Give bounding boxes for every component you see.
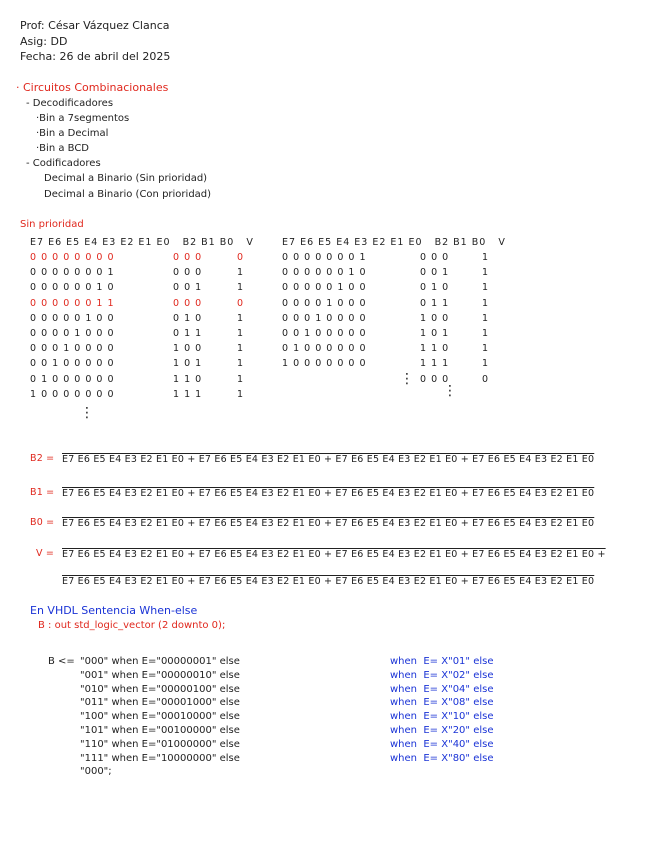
vhdl-code-line: "101" when E="00100000" else (80, 725, 240, 736)
equation-terms: E7 E6 E5 E4 E3 E2 E1 E0 + E7 E6 E5 E4 E3 E2 E1 E0 + E7 E6 E5 E4 E3 E2 E1 E0 + E7 E6 E5 E4 E3 E2 E1 E0 (62, 488, 595, 499)
table-cell-e: 0 0 0 0 0 0 1 0 (30, 282, 115, 294)
vhdl-code-line: "110" when E="01000000" else (80, 738, 240, 750)
outline-item: Decimal a Binario (Con prioridad) (44, 189, 212, 200)
outline-item: Decimal a Binario (Sin prioridad) (44, 173, 208, 184)
table-cell-v: 0 (482, 373, 490, 385)
table-cell-v: 1 (482, 267, 490, 279)
table-cell-e: 0 0 0 0 0 1 0 0 (30, 312, 115, 324)
outline-item: - Codificadores (26, 158, 101, 169)
vhdl-code-line: "111" when E="10000000" else (80, 752, 240, 764)
table-cell-b: 0 1 0 (173, 312, 203, 324)
vhdl-hex-line: when E= X"08" else (390, 697, 494, 709)
vhdl-hex-line: when E= X"02" else (390, 669, 494, 681)
table-cell-b: 0 1 1 (420, 297, 450, 309)
table-cell-b: 0 0 0 (173, 297, 203, 309)
table-cell-v: 0 (237, 297, 245, 309)
equation-terms: E7 E6 E5 E4 E3 E2 E1 E0 + E7 E6 E5 E4 E3 E2 E1 E0 + E7 E6 E5 E4 E3 E2 E1 E0 + E7 E6 E5 E4 E3 E2 E1 E0 (62, 454, 595, 465)
vhdl-hex-line: when E= X"40" else (390, 738, 494, 750)
table-cell-e: 1 0 0 0 0 0 0 0 (30, 388, 115, 400)
outline-item: ·Bin a 7segmentos (36, 113, 130, 124)
table-cell-e: ⋮ (400, 370, 414, 387)
vhdl-code-line: "000"; (80, 766, 112, 778)
table-cell-b: 0 0 0 (173, 267, 203, 279)
table-cell-v: 1 (237, 328, 245, 339)
table-right-ellipsis: ⋮ (443, 383, 457, 399)
table-cell-b: 1 1 1 (420, 358, 450, 370)
equation-label: B2 = (30, 453, 55, 464)
table-cell-e: 0 0 0 0 1 0 0 0 (30, 328, 115, 339)
vhdl-assign-prefix: B <= (48, 656, 75, 667)
table-cell-e: 0 0 1 0 0 0 0 0 (30, 358, 115, 370)
table-cell-b: 1 0 1 (173, 358, 203, 370)
table-right-header: E7 E6 E5 E4 E3 E2 E1 E0 B2 B1 B0 V (282, 237, 506, 248)
table-cell-e: 0 0 0 1 0 0 0 0 (30, 343, 115, 355)
table-cell-b: 0 0 0 (420, 373, 450, 385)
equation-terms: E7 E6 E5 E4 E3 E2 E1 E0 + E7 E6 E5 E4 E3 E2 E1 E0 + E7 E6 E5 E4 E3 E2 E1 E0 + E7 E6 E5 E4 E3 E2 E1 E0 + (62, 549, 606, 560)
prof-line: Prof: César Vázquez Clanca (20, 19, 170, 32)
table-cell-v: 1 (482, 282, 490, 294)
equation-label: B0 = (30, 517, 55, 528)
vhdl-hex-line: when E= X"10" else (390, 711, 494, 723)
table-cell-b: 0 0 0 (420, 252, 450, 263)
outline-item: - Decodificadores (26, 98, 114, 109)
table-cell-e: 0 0 1 0 0 0 0 0 (282, 328, 367, 339)
table-cell-v: 1 (237, 312, 245, 324)
table-cell-v: 1 (482, 358, 490, 370)
equation-label: B1 = (30, 487, 55, 498)
outline-item: ·Bin a Decimal (36, 128, 109, 139)
table-cell-v: 1 (237, 282, 245, 294)
table-left-header: E7 E6 E5 E4 E3 E2 E1 E0 B2 B1 B0 V (30, 237, 254, 248)
equation-terms: E7 E6 E5 E4 E3 E2 E1 E0 + E7 E6 E5 E4 E3 E2 E1 E0 + E7 E6 E5 E4 E3 E2 E1 E0 + E7 E6 E5 E4 E3 E2 E1 E0 (62, 576, 595, 587)
table-cell-e: 0 0 0 1 0 0 0 0 (282, 312, 367, 324)
vhdl-code-line: "001" when E="00000010" else (80, 669, 240, 681)
table-cell-v: 1 (237, 388, 245, 400)
vhdl-code-line: "011" when E="00001000" else (80, 697, 240, 709)
vhdl-code-line: "100" when E="00010000" else (80, 711, 240, 723)
table-cell-b: 1 1 0 (420, 343, 450, 355)
table-cell-b: 0 1 0 (420, 282, 450, 294)
table-cell-e: 0 0 0 0 1 0 0 0 (282, 297, 367, 309)
table-left-ellipsis: ⋮ (80, 405, 94, 421)
table-cell-b: 1 0 1 (420, 328, 450, 339)
table-cell-v: 1 (482, 328, 490, 339)
table-cell-v: 1 (237, 267, 245, 279)
vhdl-hex-line: when E= X"20" else (390, 725, 494, 736)
table-cell-v: 1 (482, 343, 490, 355)
table-cell-e: 0 0 0 0 0 0 0 0 (30, 252, 115, 263)
table-cell-b: 0 1 1 (173, 328, 203, 339)
vhdl-hex-line: when E= X"80" else (390, 752, 494, 764)
outline-item: ·Bin a BCD (36, 143, 90, 154)
table-cell-e: 0 0 0 0 0 0 1 1 (30, 297, 115, 309)
table-cell-e: 0 0 0 0 0 0 1 0 (282, 267, 367, 279)
vhdl-code-line: "010" when E="00000100" else (80, 683, 240, 695)
table-cell-v: 1 (237, 373, 245, 385)
vhdl-code-line: "000" when E="00000001" else (80, 656, 240, 667)
table-cell-b: 0 0 1 (420, 267, 450, 279)
table-cell-e: 1 0 0 0 0 0 0 0 (282, 358, 367, 370)
vhdl-title: En VHDL Sentencia When-else (30, 604, 198, 617)
table-cell-b: 1 0 0 (173, 343, 203, 355)
table-cell-v: 1 (237, 343, 245, 355)
vhdl-hex-line: when E= X"04" else (390, 683, 494, 695)
table-cell-b: 1 1 0 (173, 373, 203, 385)
table-cell-e: 0 0 0 0 0 0 0 1 (30, 267, 115, 279)
fecha-line: Fecha: 26 de abril del 2025 (20, 50, 171, 63)
vhdl-hex-line: when E= X"01" else (390, 656, 494, 667)
table-cell-e: 0 0 0 0 0 0 0 1 (282, 252, 367, 263)
table-cell-b: 1 0 0 (420, 312, 450, 324)
table-cell-v: 1 (482, 252, 490, 263)
table-cell-v: 0 (237, 252, 245, 263)
vhdl-decl: B : out std_logic_vector (2 downto 0); (38, 620, 226, 631)
table-cell-v: 1 (237, 358, 245, 370)
outline-title: · Circuitos Combinacionales (16, 81, 169, 94)
section-title: Sin prioridad (20, 219, 84, 230)
table-cell-v: 1 (482, 297, 490, 309)
table-cell-v: 1 (482, 312, 490, 324)
table-cell-e: 0 1 0 0 0 0 0 0 (30, 373, 115, 385)
table-cell-b: 1 1 1 (173, 388, 203, 400)
table-cell-e: 0 0 0 0 0 1 0 0 (282, 282, 367, 294)
table-cell-b: 0 0 0 (173, 252, 203, 263)
table-cell-b: 0 0 1 (173, 282, 203, 294)
equation-terms: E7 E6 E5 E4 E3 E2 E1 E0 + E7 E6 E5 E4 E3 E2 E1 E0 + E7 E6 E5 E4 E3 E2 E1 E0 + E7 E6 E5 E4 E3 E2 E1 E0 (62, 518, 595, 529)
table-cell-e: 0 1 0 0 0 0 0 0 (282, 343, 367, 355)
equation-label: V = (36, 548, 55, 559)
asig-line: Asig: DD (20, 35, 68, 48)
